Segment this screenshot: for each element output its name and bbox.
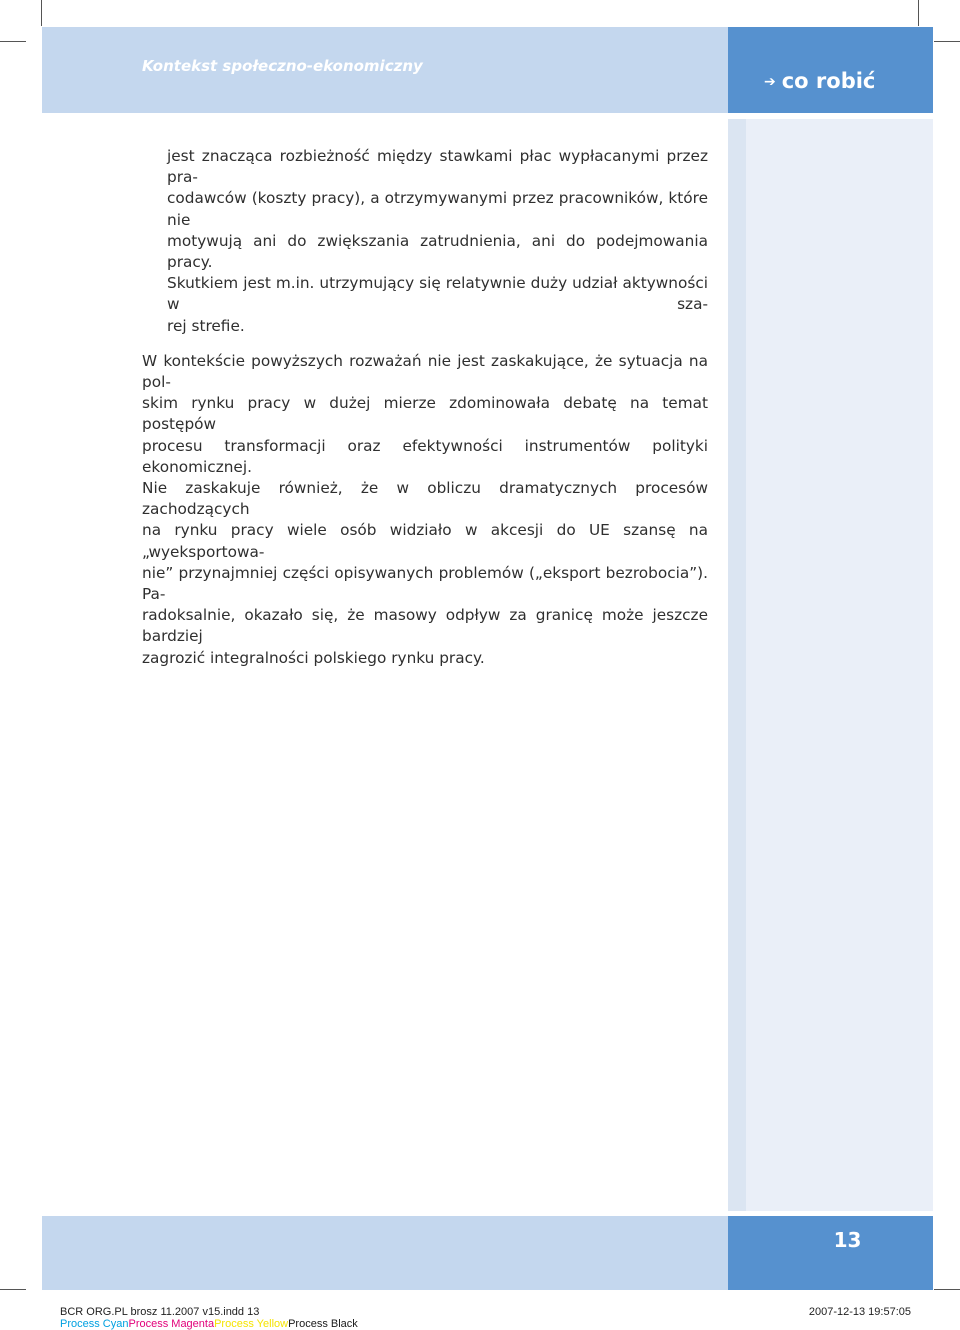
text-line: skim rynku pracy w dużej mierze zdominowała debatę na temat postępów bbox=[142, 394, 708, 434]
page-number: 13 bbox=[833, 1228, 862, 1252]
paragraph-1 bbox=[167, 146, 708, 337]
header-band bbox=[42, 27, 728, 113]
slug-filename: BCR ORG.PL brosz 11.2007 v15.indd 13 bbox=[60, 1306, 260, 1318]
separation-magenta: Process Magenta bbox=[128, 1318, 215, 1330]
crop-mark bbox=[934, 1289, 960, 1290]
text-line: Nie zaskakuje również, że w obliczu dramatycznych procesów zachodzących bbox=[142, 479, 708, 519]
section-tab bbox=[728, 27, 933, 113]
arrow-right-icon: ➔ bbox=[764, 74, 776, 90]
tab-label-text: co robić bbox=[781, 69, 876, 93]
text-line: na rynku pracy wiele osób widziało w akcesji do UE szansę na „wyeksportowa- bbox=[142, 521, 708, 561]
footer-band bbox=[42, 1216, 728, 1290]
text-line: rej strefie. bbox=[167, 316, 245, 335]
text-line: procesu transformacji oraz efektywności instrumentów polityki ekonomicznej. bbox=[142, 436, 708, 476]
side-column bbox=[728, 119, 933, 1211]
side-column-stripe bbox=[728, 119, 746, 1211]
separation-cyan: Process Cyan bbox=[60, 1318, 129, 1330]
paragraph-2 bbox=[142, 351, 708, 669]
section-title: Kontekst społeczno-ekonomiczny bbox=[142, 57, 423, 75]
text-line: jest znacząca rozbieżność między stawkami płac wypłacanymi przez pra- bbox=[167, 147, 708, 187]
text-line: Skutkiem jest m.in. utrzymujący się relatywnie duży udział aktywności w sza- bbox=[167, 274, 708, 314]
separation-yellow: Process Yellow bbox=[214, 1318, 289, 1330]
text-line: motywują ani do zwiększania zatrudnienia, ani do podejmowania pracy. bbox=[167, 231, 708, 272]
text-line: nie” przynajmniej części opisywanych problemów („eksport bezrobocia”). Pa- bbox=[142, 563, 708, 604]
slug-timestamp: 2007-12-13 19:57:05 bbox=[808, 1306, 911, 1318]
crop-mark bbox=[934, 41, 960, 42]
crop-mark bbox=[41, 0, 42, 26]
page-number-box bbox=[728, 1216, 933, 1290]
crop-mark bbox=[0, 41, 26, 42]
crop-mark bbox=[0, 1289, 26, 1290]
crop-mark bbox=[918, 0, 919, 26]
text-line: radoksalnie, okazało się, że masowy odpływ za granicę może jeszcze bardziej bbox=[142, 606, 708, 646]
color-separations bbox=[60, 1318, 358, 1330]
text-line: zagrozić integralności polskiego rynku pracy. bbox=[142, 648, 485, 667]
separation-black: Process Black bbox=[288, 1318, 358, 1330]
section-tab-label bbox=[764, 71, 875, 92]
text-line: codawców (koszty pracy), a otrzymywanymi przez pracowników, które nie bbox=[167, 189, 708, 229]
article-body bbox=[142, 146, 708, 669]
text-line: W kontekście powyższych rozważań nie jest zaskakujące, że sytuacja na pol- bbox=[142, 351, 708, 392]
